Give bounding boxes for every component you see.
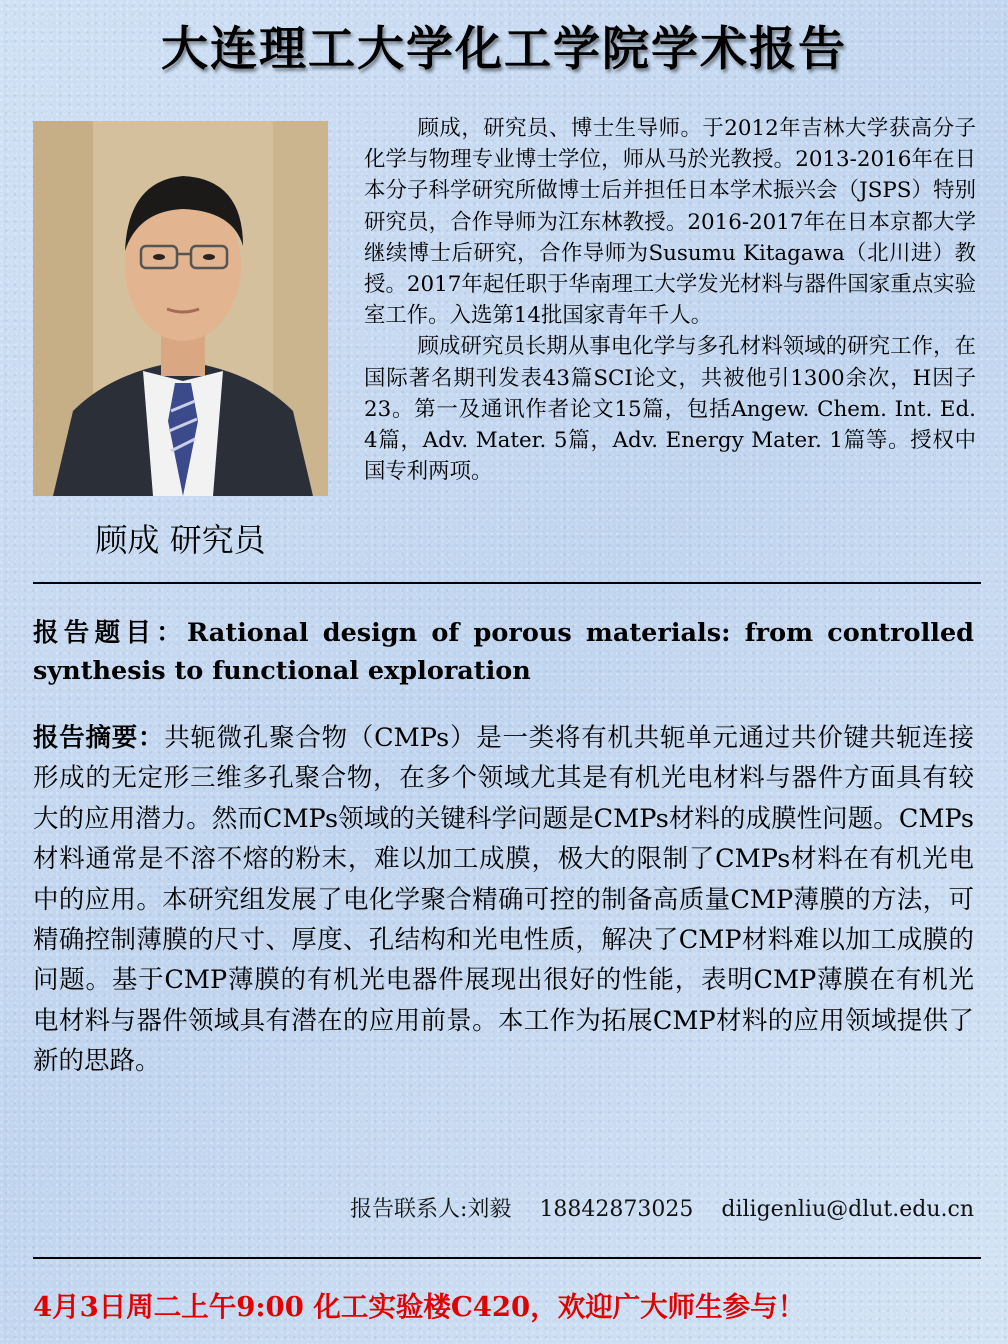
divider: [33, 582, 981, 584]
divider: [33, 1257, 981, 1259]
report-abstract: [33, 718, 974, 1082]
bio-paragraph: 顾成研究员长期从事电化学与多孔材料领域的研究工作，在国际著名期刊发表43篇SCI论文，共被他引1300余次，H因子23。第一及通讯作者论文15篇，包括Angew. Chem. Int. Ed. 4篇，Adv. Mater. 5篇，Adv. Energy Mater. 1篇等。授权中国专利两项。: [364, 334, 976, 485]
report-topic: [33, 614, 974, 690]
speaker-photo: [33, 121, 328, 496]
bio-paragraph: 顾成，研究员、博士生导师。于2012年吉林大学获高分子化学与物理专业博士学位，师从马於光教授。2013-2016年在日本分子科学研究所做博士后并担任日本学术振兴会（JSPS）特别研究员，合作导师为江东林教授。2016-2017年在日本京都大学继续博士后研究，合作导师为Susumu Kitagawa（北川进）教授。2017年起任职于华南理工大学发光材料与器件国家重点实验室工作。入选第14批国家青年千人。: [364, 116, 976, 329]
topic-label: 报告题目：: [33, 618, 188, 648]
contact-person: 报告联系人:刘毅: [350, 1197, 512, 1222]
topic-text: Rational design of porous materials: from controlled synthesis to functional exploration: [33, 618, 974, 686]
speaker-bio: [364, 113, 976, 487]
page-title: 大连理工大学化工学院学术报告: [161, 22, 847, 77]
contact-info: [350, 1192, 974, 1223]
speaker-caption: 顾成 研究员: [95, 521, 266, 559]
abstract-label: 报告摘要：: [33, 723, 165, 753]
abstract-text: 共轭微孔聚合物（CMPs）是一类将有机共轭单元通过共价键共轭连接形成的无定形三维多孔聚合物，在多个领域尤其是有机光电材料与器件方面具有较大的应用潜力。然而CMPs领域的关键科学问题是CMPs材料的成膜性问题。CMPs材料通常是不溶不熔的粉末，难以加工成膜，极大的限制了CMPs材料在有机光电中的应用。本研究组发展了电化学聚合精确可控的制备高质量CMP薄膜的方法，可精确控制薄膜的尺寸、厚度、孔结构和光电性质，解决了CMP材料难以加工成膜的问题。基于CMP薄膜的有机光电器件展现出很好的性能，表明CMP薄膜在有机光电材料与器件领域具有潜在的应用前景。本工作为拓展CMP材料的应用领域提供了新的思路。: [33, 723, 974, 1077]
contact-email: diligenliu@dlut.edu.cn: [721, 1197, 974, 1222]
event-info: 4月3日周二上午9:00 化工实验楼C420，欢迎广大师生参与！: [33, 1291, 806, 1323]
contact-phone: 18842873025: [539, 1197, 694, 1222]
